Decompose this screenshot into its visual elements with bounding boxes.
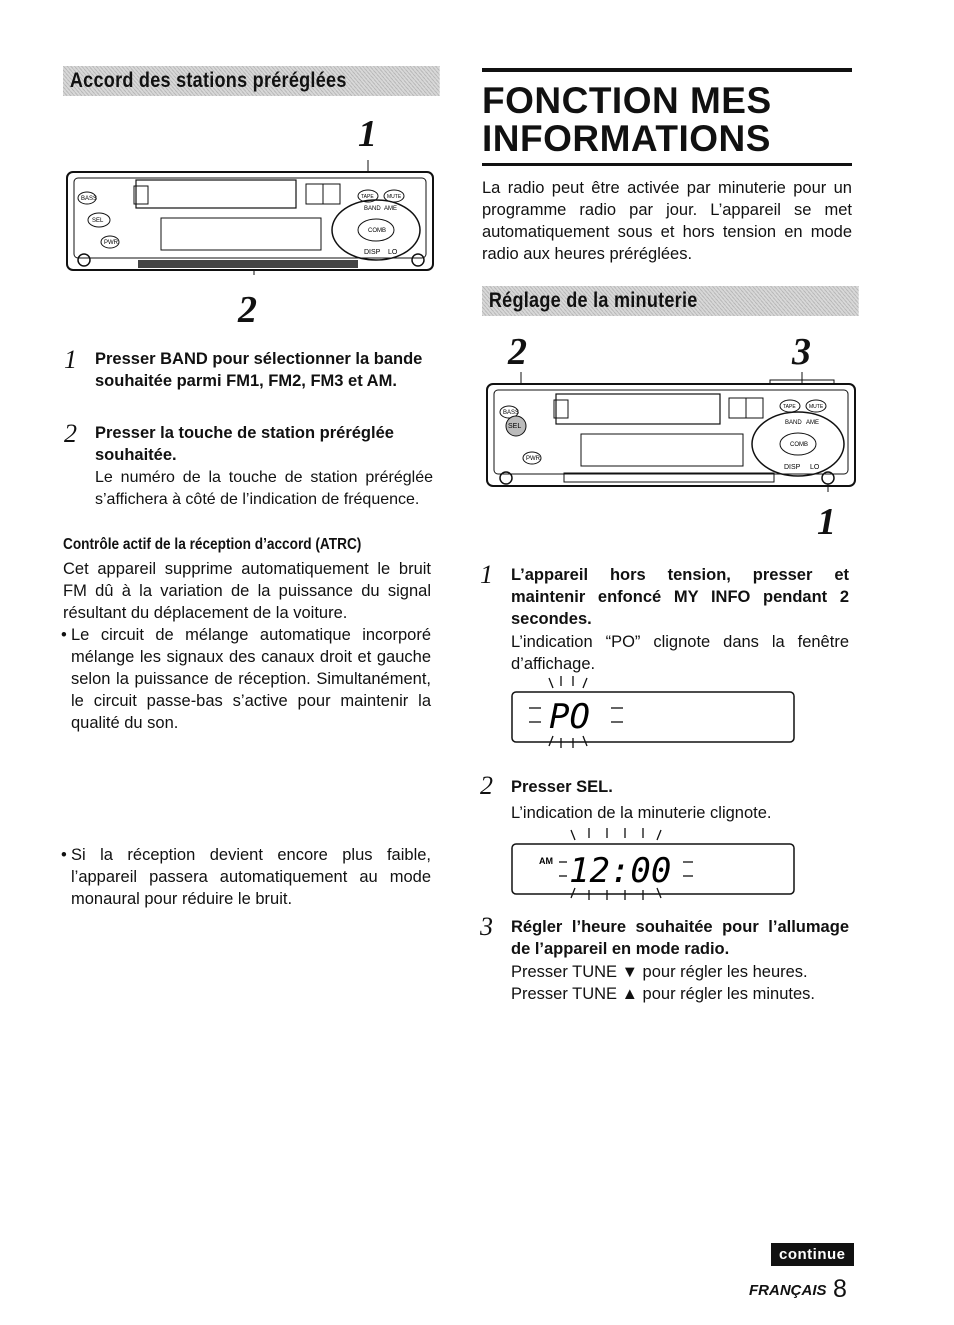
bullet-item: • Le circuit de mélange automatique incorporé mélange les signaux des canaux droit et gauche selon la puissance de réception. Simultanément, le circuit passe-bas s’active pour maintenir la qualité du son.	[61, 624, 431, 734]
step-number: 2	[64, 419, 77, 448]
display-clock-text: 12:00	[569, 851, 672, 891]
ame-label: AME	[806, 420, 820, 426]
band-label: BAND	[785, 420, 802, 426]
step-number: 1	[64, 345, 77, 374]
pwr-label: PWR	[104, 240, 118, 246]
disp-label: DISP	[364, 249, 381, 256]
page-number: 8	[833, 1275, 847, 1303]
continue-badge: continue	[771, 1243, 854, 1266]
figure-callout-3: 3	[792, 331, 811, 373]
footer-language: FRANÇAIS	[749, 1282, 827, 1299]
step-heading: Presser SEL.	[511, 778, 613, 796]
ame-label: AME	[384, 206, 398, 212]
lcd-display-po	[511, 676, 796, 753]
section-title-preset-tuning: Accord des stations préréglées	[63, 66, 440, 96]
step-number: 3	[480, 912, 493, 941]
pwr-label: PWR	[526, 456, 540, 462]
figure-callout-1: 1	[358, 113, 377, 155]
lcd-display-clock	[511, 828, 796, 905]
figure-callout-2: 2	[508, 331, 527, 373]
step-body-line2: Presser TUNE ▲ pour régler les minutes.	[511, 985, 815, 1003]
title-rule-top	[482, 68, 852, 72]
step-heading: L’appareil hors tension, presser et maintenir enfoncé MY INFO pendant 2 secondes.	[511, 566, 849, 628]
section-title-timer: Réglage de la minuterie	[482, 286, 859, 316]
step-heading: Régler l’heure souhaitée pour l’allumage de l’appareil en mode radio.	[511, 918, 849, 958]
step-body: L’indication “PO” clignote dans la fenêtre d’affichage.	[511, 633, 849, 673]
bullet-item: • Si la réception devient encore plus faible, l’appareil passera automatiquement au mode monaural pour réduire le bruit.	[61, 844, 431, 910]
display-po-text: PO	[549, 697, 590, 737]
bass-label: BASS	[81, 196, 98, 202]
comb-label: COMB	[368, 228, 386, 234]
title-rule-bottom	[482, 163, 852, 166]
figure-callout-1: 1	[817, 501, 836, 543]
atrc-body: Cet appareil supprime automatiquement le bruit FM dû à la variation de la puissance du signal résultant du déplacement de la voiture.	[63, 560, 431, 622]
figure-callout-2: 2	[238, 289, 257, 331]
step-number: 1	[480, 560, 493, 589]
comb-label: COMB	[790, 442, 808, 448]
tape-label: TAPE	[361, 194, 374, 200]
car-radio-illustration	[66, 160, 436, 275]
lo-label: LO	[810, 464, 820, 471]
atrc-heading: Contrôle actif de la réception d’accord (ATRC)	[63, 536, 362, 553]
lo-label: LO	[388, 249, 398, 256]
band-label: BAND	[364, 206, 381, 212]
display-am-label: AM	[539, 856, 553, 866]
intro-paragraph: La radio peut être activée par minuterie pour un programme radio par jour. L’appareil se met automatiquement sous et hors tension en mode radio aux heures préréglées.	[482, 179, 852, 263]
step-heading: Presser BAND pour sélectionner la bande souhaitée parmi FM1, FM2, FM3 et AM.	[95, 350, 423, 390]
disp-label: DISP	[784, 464, 801, 471]
sel-label: SEL	[92, 218, 104, 224]
step-heading: Presser la touche de station préréglée souhaitée.	[95, 424, 394, 464]
step-body: Le numéro de la touche de station préréglée s’affichera à côté de l’indication de fréquence.	[95, 469, 433, 508]
sel-label: SEL	[508, 423, 522, 430]
step-number: 2	[480, 771, 493, 800]
page-title-line1: FONCTION MES	[482, 80, 772, 121]
step-body-line1: Presser TUNE ▼ pour régler les heures.	[511, 963, 808, 981]
mute-label: MUTE	[387, 194, 402, 200]
tape-label: TAPE	[783, 404, 796, 410]
page-title-line2: INFORMATIONS	[482, 118, 771, 159]
car-radio-illustration	[486, 372, 858, 492]
bass-label: BASS	[503, 410, 520, 416]
mute-label: MUTE	[809, 404, 824, 410]
step-body: L’indication de la minuterie clignote.	[511, 804, 772, 822]
